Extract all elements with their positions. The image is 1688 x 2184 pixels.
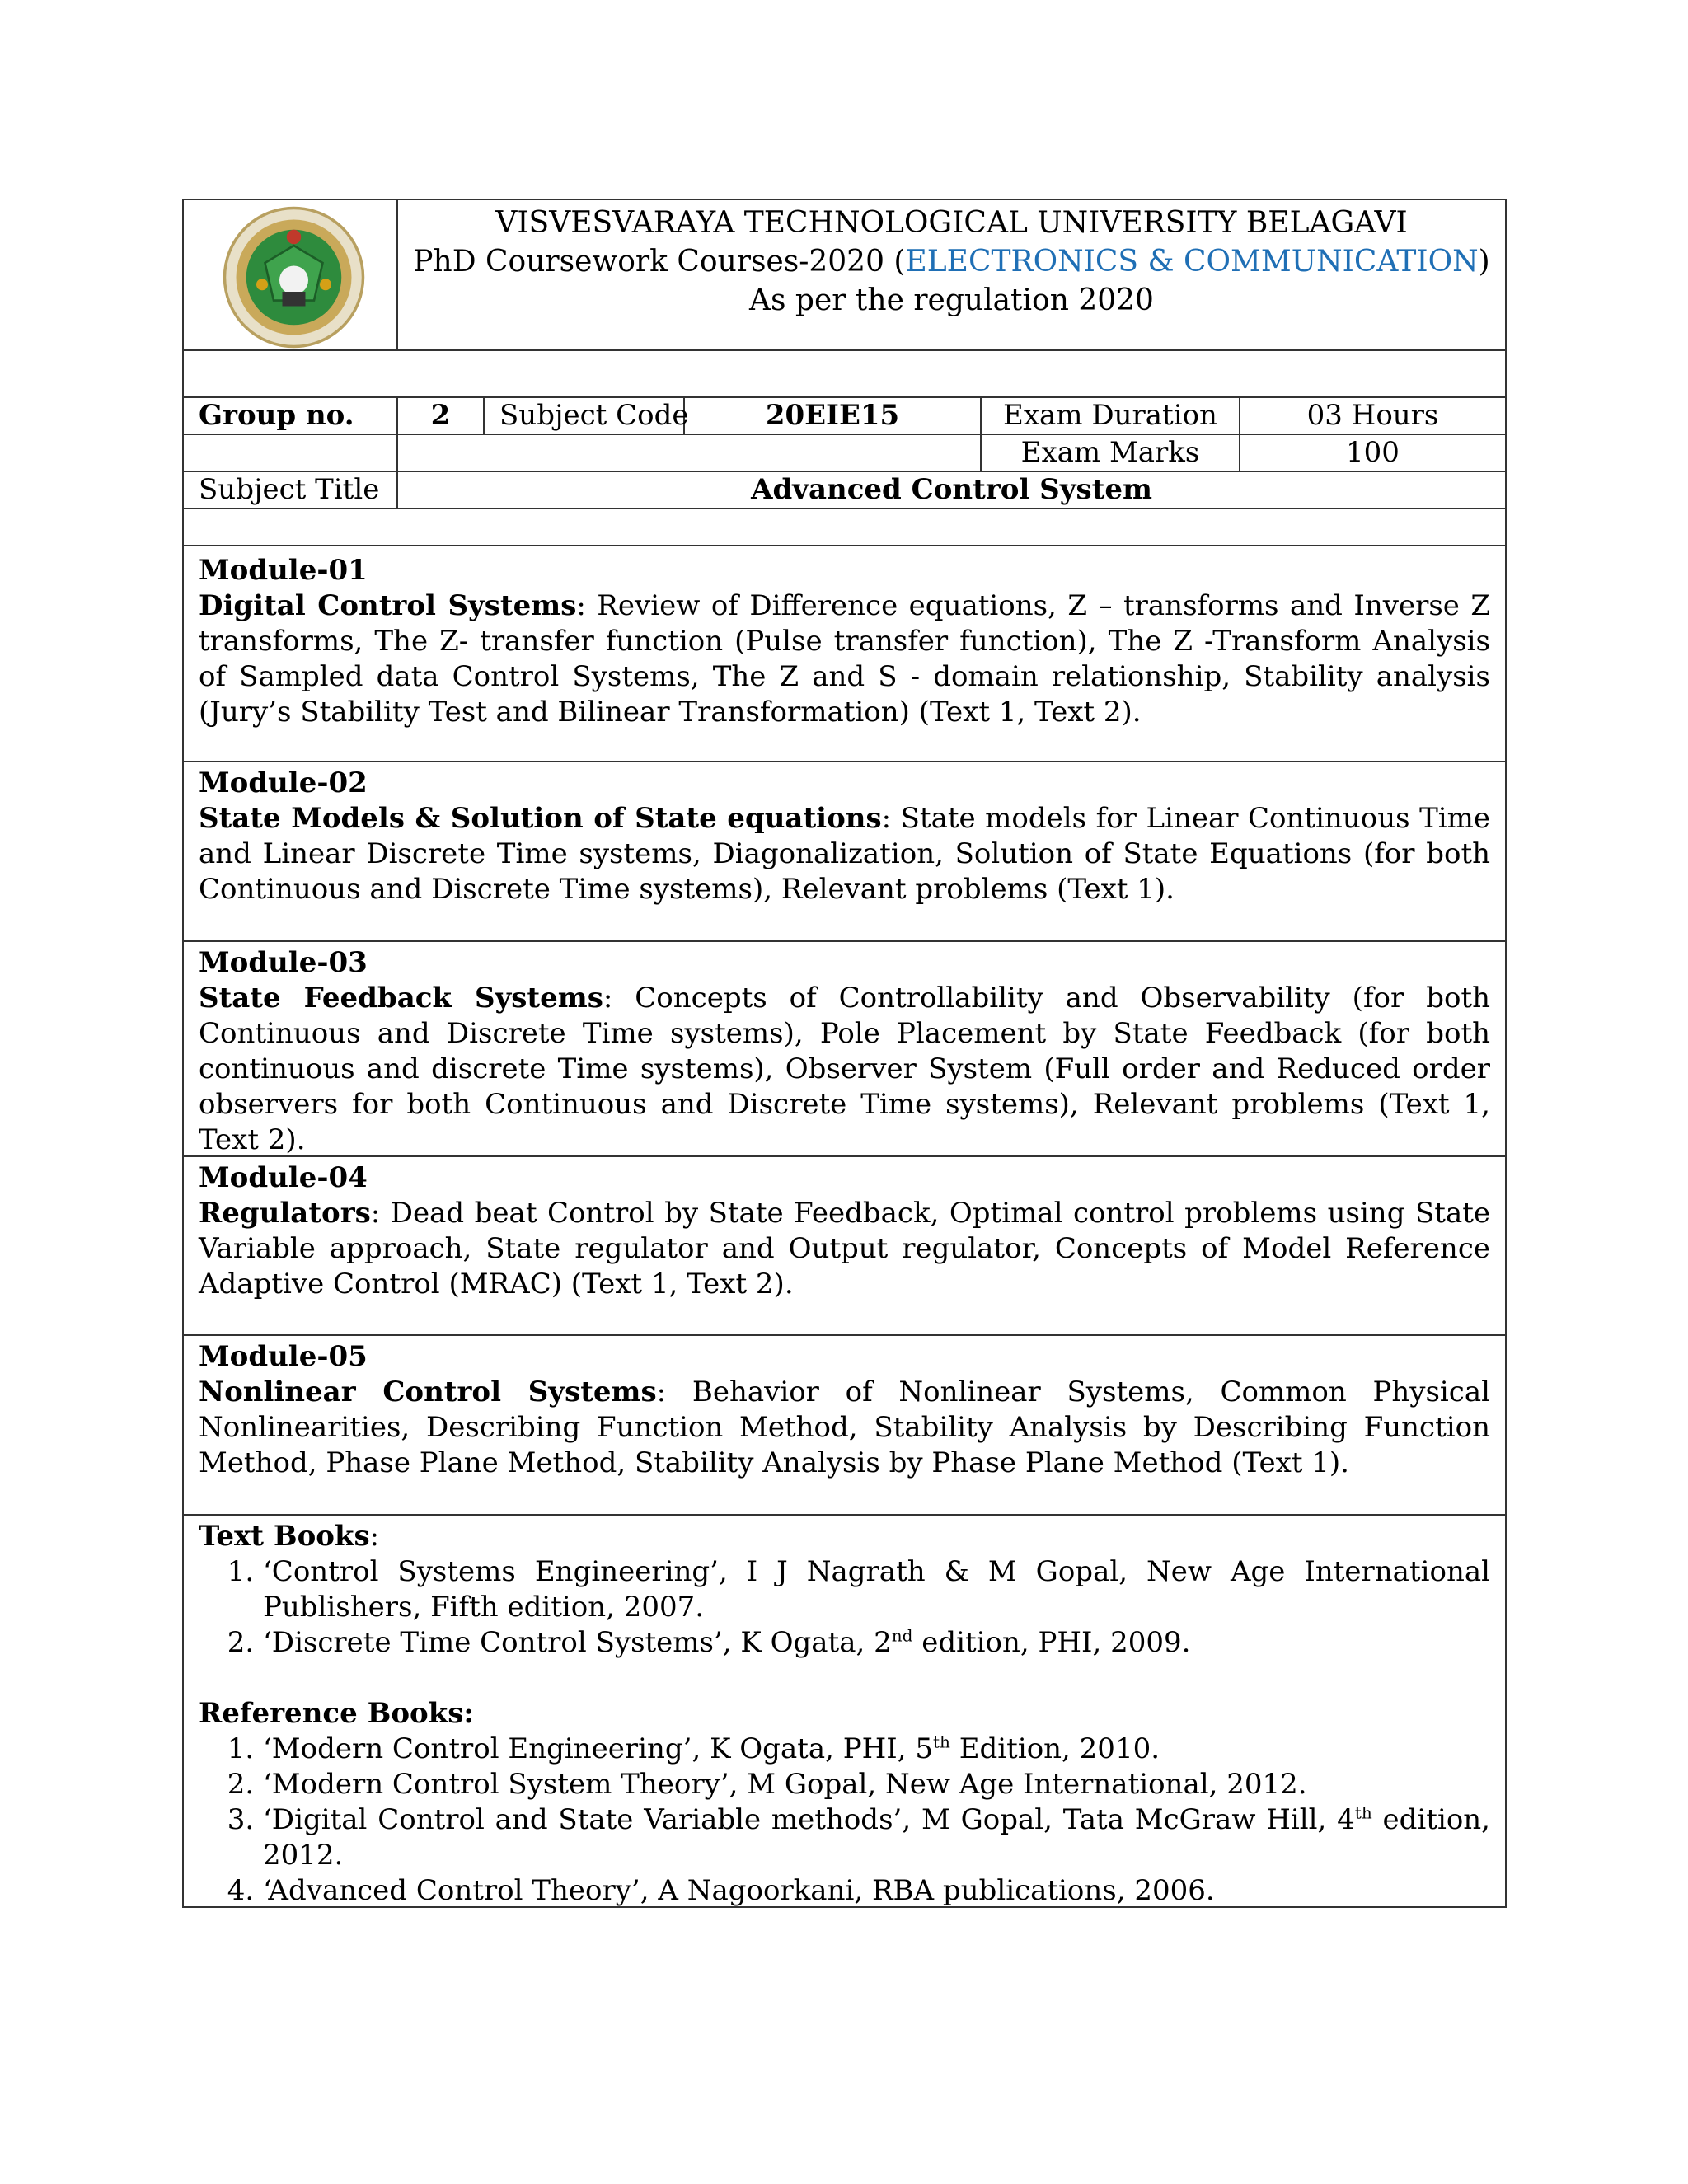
group-value: 2 <box>398 398 485 434</box>
module-block <box>199 766 1490 907</box>
reference-books-heading: Reference Books: <box>199 1697 474 1730</box>
module-lead: State Models & Solution of State equations <box>199 802 882 835</box>
department-name: ELECTRONICS & COMMUNICATION <box>905 245 1479 279</box>
module-block <box>199 945 1490 1158</box>
text-books-heading <box>199 1519 1490 1554</box>
empty-cell-a <box>184 435 398 471</box>
module-text: : Review of Difference equations, Z – transforms and Inverse Z transforms, The Z- transfer function (Pulse transfer function), The Z -Transform Analysis of Sampled data Control Systems, The Z and S - domain relationship, Stability analysis (Jury’s Stability Test and Bilinear Transformation) (Text 1, Text 2). <box>199 589 1491 729</box>
module-row-2 <box>184 762 1505 942</box>
module-text: : Dead beat Control by State Feedback, Optimal control problems using State Variable approach, State regulator and Output regulator, Concepts of Model Reference Adaptive Control (MRAC) (Text 1, Text 2). <box>199 1197 1490 1301</box>
module-text: : Behavior of Nonlinear Systems, Common Physical Nonlinearities, Describing Function Method, Stability Analysis by Describing Function Method, Phase Plane Method, Stability Analysis by Phase Plane Method (Text 1). <box>199 1376 1490 1479</box>
list-item-text: Edition, 2010. <box>950 1732 1160 1765</box>
module-row-5 <box>184 1336 1505 1516</box>
module-title: Module-02 <box>199 766 368 799</box>
list-item-text: ‘Modern Control Engineering’, K Ogata, PHI, 5 <box>263 1732 933 1765</box>
module-title: Module-01 <box>199 554 368 587</box>
module-block <box>199 1339 1490 1481</box>
spacer-row-2 <box>184 509 1505 546</box>
list-item-sup: nd <box>891 1625 913 1646</box>
subject-code-label: Subject Code <box>485 398 685 434</box>
empty-cell-b <box>398 435 982 471</box>
module-row-3 <box>184 942 1505 1157</box>
module-block <box>199 1160 1490 1302</box>
group-label: Group no. <box>184 398 398 434</box>
module-block <box>199 553 1490 730</box>
syllabus-table <box>182 199 1507 1908</box>
university-name: VISVESVARAYA TECHNOLOGICAL UNIVERSITY BELAGAVI <box>495 206 1408 240</box>
course-suffix: ) <box>1478 245 1490 279</box>
exam-marks-label: Exam Marks <box>982 435 1240 471</box>
module-lead: Digital Control Systems <box>199 589 577 622</box>
list-item: 2. ‘Modern Control System Theory’, M Gopal, New Age International, 2012. <box>263 1767 1490 1802</box>
list-item <box>263 1802 1490 1873</box>
text-books-heading-suffix: : <box>369 1520 380 1553</box>
module-title: Module-05 <box>199 1340 368 1373</box>
module-text: : Concepts of Controllability and Observability (for both Continuous and Discrete Time systems), Pole Placement by State Feedback (for both continuous and discrete Time systems), Observer System (Full order and Reduced order observers for both Continuous and Discrete Time systems), Relevant problems (Text 1, Text 2). <box>199 982 1490 1156</box>
spacer-row-1 <box>184 351 1505 398</box>
header-titles <box>398 204 1505 320</box>
list-item-text: ‘Digital Control and State Variable methods’, M Gopal, Tata McGraw Hill, 4 <box>263 1803 1355 1836</box>
books-block <box>199 1519 1490 1909</box>
list-item-text: edition, 2012. <box>263 1803 1490 1872</box>
subject-title-label: Subject Title <box>184 472 398 508</box>
module-title: Module-03 <box>199 946 368 979</box>
module-lead: Regulators <box>199 1197 371 1230</box>
module-lead: State Feedback Systems <box>199 982 603 1015</box>
university-logo-icon <box>222 205 366 349</box>
list-item <box>263 1732 1490 1767</box>
exam-duration-label: Exam Duration <box>982 398 1240 434</box>
spacer <box>199 1661 1490 1696</box>
course-line <box>398 242 1505 281</box>
module-title: Module-04 <box>199 1161 368 1194</box>
group-row <box>184 398 1505 435</box>
list-item-text: ‘Discrete Time Control Systems’, K Ogata, 2 <box>263 1626 892 1659</box>
module-text: : State models for Linear Continuous Time and Linear Discrete Time systems, Diagonalization, Solution of State Equations (for both Continuous and Discrete Time systems), Relevant problems (Text 1). <box>199 802 1490 906</box>
list-item-text: edition, PHI, 2009. <box>912 1626 1191 1659</box>
regulation-line: As per the regulation 2020 <box>749 284 1154 317</box>
text-books-heading-text: Text Books <box>199 1520 370 1553</box>
exam-marks-value: 100 <box>1346 436 1400 469</box>
list-item <box>263 1625 1490 1661</box>
exam-marks-row <box>184 435 1505 472</box>
reference-books-list <box>199 1732 1490 1909</box>
list-item-sup: th <box>1354 1802 1372 1823</box>
list-item-sup: th <box>932 1732 950 1752</box>
subject-title-row <box>184 472 1505 509</box>
module-row-4 <box>184 1157 1505 1336</box>
text-books-list <box>199 1554 1490 1661</box>
list-item: 4. ‘Advanced Control Theory’, A Nagoorkani, RBA publications, 2006. <box>263 1873 1490 1909</box>
module-lead: Nonlinear Control Systems <box>199 1376 657 1408</box>
exam-duration-value: 03 Hours <box>1306 399 1439 432</box>
books-section <box>184 1516 1505 1906</box>
header-row <box>184 200 1505 351</box>
subject-title-value: Advanced Control System <box>751 473 1152 506</box>
list-item: 1. ‘Control Systems Engineering’, I J Nagrath & M Gopal, New Age International Publishers, Fifth edition, 2007. <box>263 1554 1490 1625</box>
subject-code-value: 20EIE15 <box>685 398 982 434</box>
module-row-1 <box>184 546 1505 762</box>
course-prefix: PhD Coursework Courses-2020 ( <box>413 245 906 279</box>
